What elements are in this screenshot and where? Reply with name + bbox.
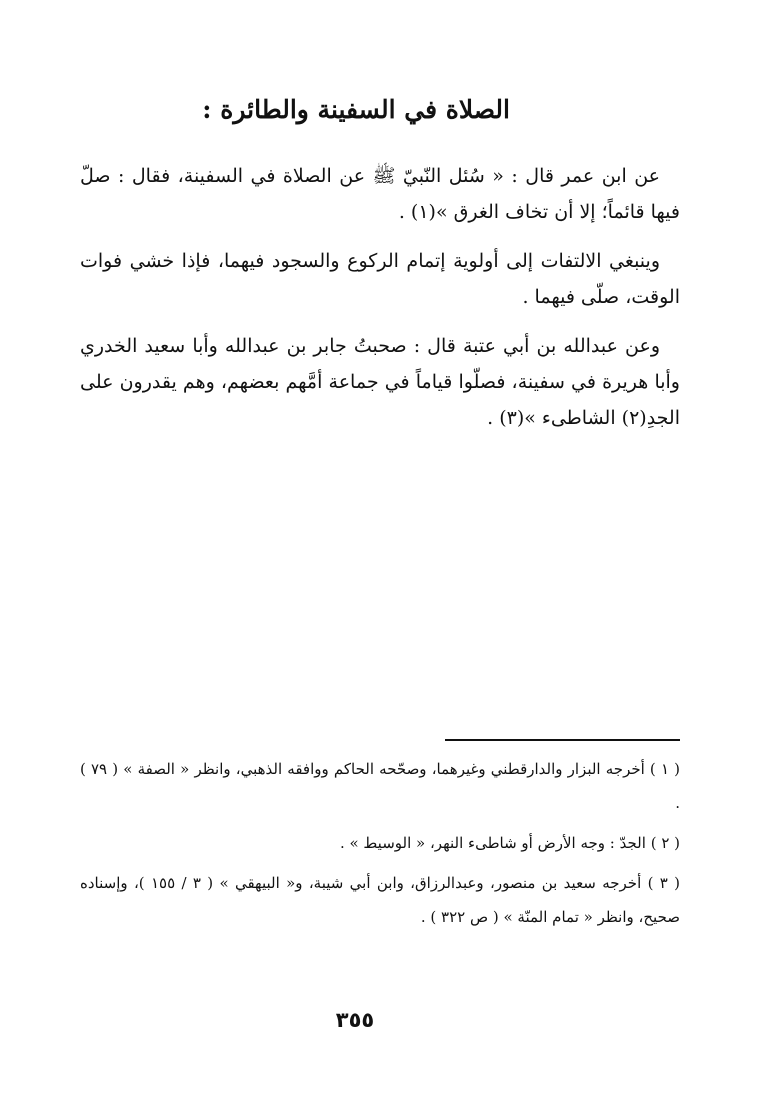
page-number: ٣٥٥ — [335, 1008, 375, 1032]
paragraph-ruku-sujud: وينبغي الالتفات إلى أولوية إتمام الركوع والسجود فيهما، فإذا خشي فوات الوقت، صلّى فيهما . — [80, 250, 680, 308]
main-text — [80, 158, 680, 449]
paragraph-ibn-umar-hadith: عن ابن عمر قال : « سُئل النّبيّ ﷺ عن الصلاة في السفينة، فقال : صلّ فيها قائماً؛ إلا أن تخاف الغرق »(١) . — [80, 165, 680, 223]
footnote-2: ( ٢ ) الجدّ : وجه الأرض أو شاطىء النهر، « الوسيط » . — [339, 834, 680, 852]
footnote-1: ( ١ ) أخرجه البزار والدارقطني وغيرهما، وصحّحه الحاكم ووافقه الذهبي، وانظر « الصفة » ( ٧٩ ) . — [80, 760, 680, 812]
footnote-3: ( ٣ ) أخرجه سعيد بن منصور، وعبدالرزاق، وابن أبي شيبة، و« البيهقي » ( ٣ / ١٥٥ )، وإسناده صحيح، وانظر « تمام المنّة » ( ص ٣٢٢ ) . — [80, 874, 680, 926]
paragraph-abdullah-ibn-abi-utbah: وعن عبدالله بن أبي عتبة قال : صحبتُ جابر بن عبدالله وأبا سعيد الخدري وأبا هريرة في سفينة، فصلّوا قياماً في جماعة أمَّهم بعضهم، وهم يقدرون على الجدِ(٢) الشاطىء »(٣) . — [80, 335, 680, 429]
footnote-divider — [445, 739, 680, 741]
footnotes — [80, 752, 680, 940]
section-heading: الصلاة في السفينة والطائرة : — [202, 95, 510, 124]
